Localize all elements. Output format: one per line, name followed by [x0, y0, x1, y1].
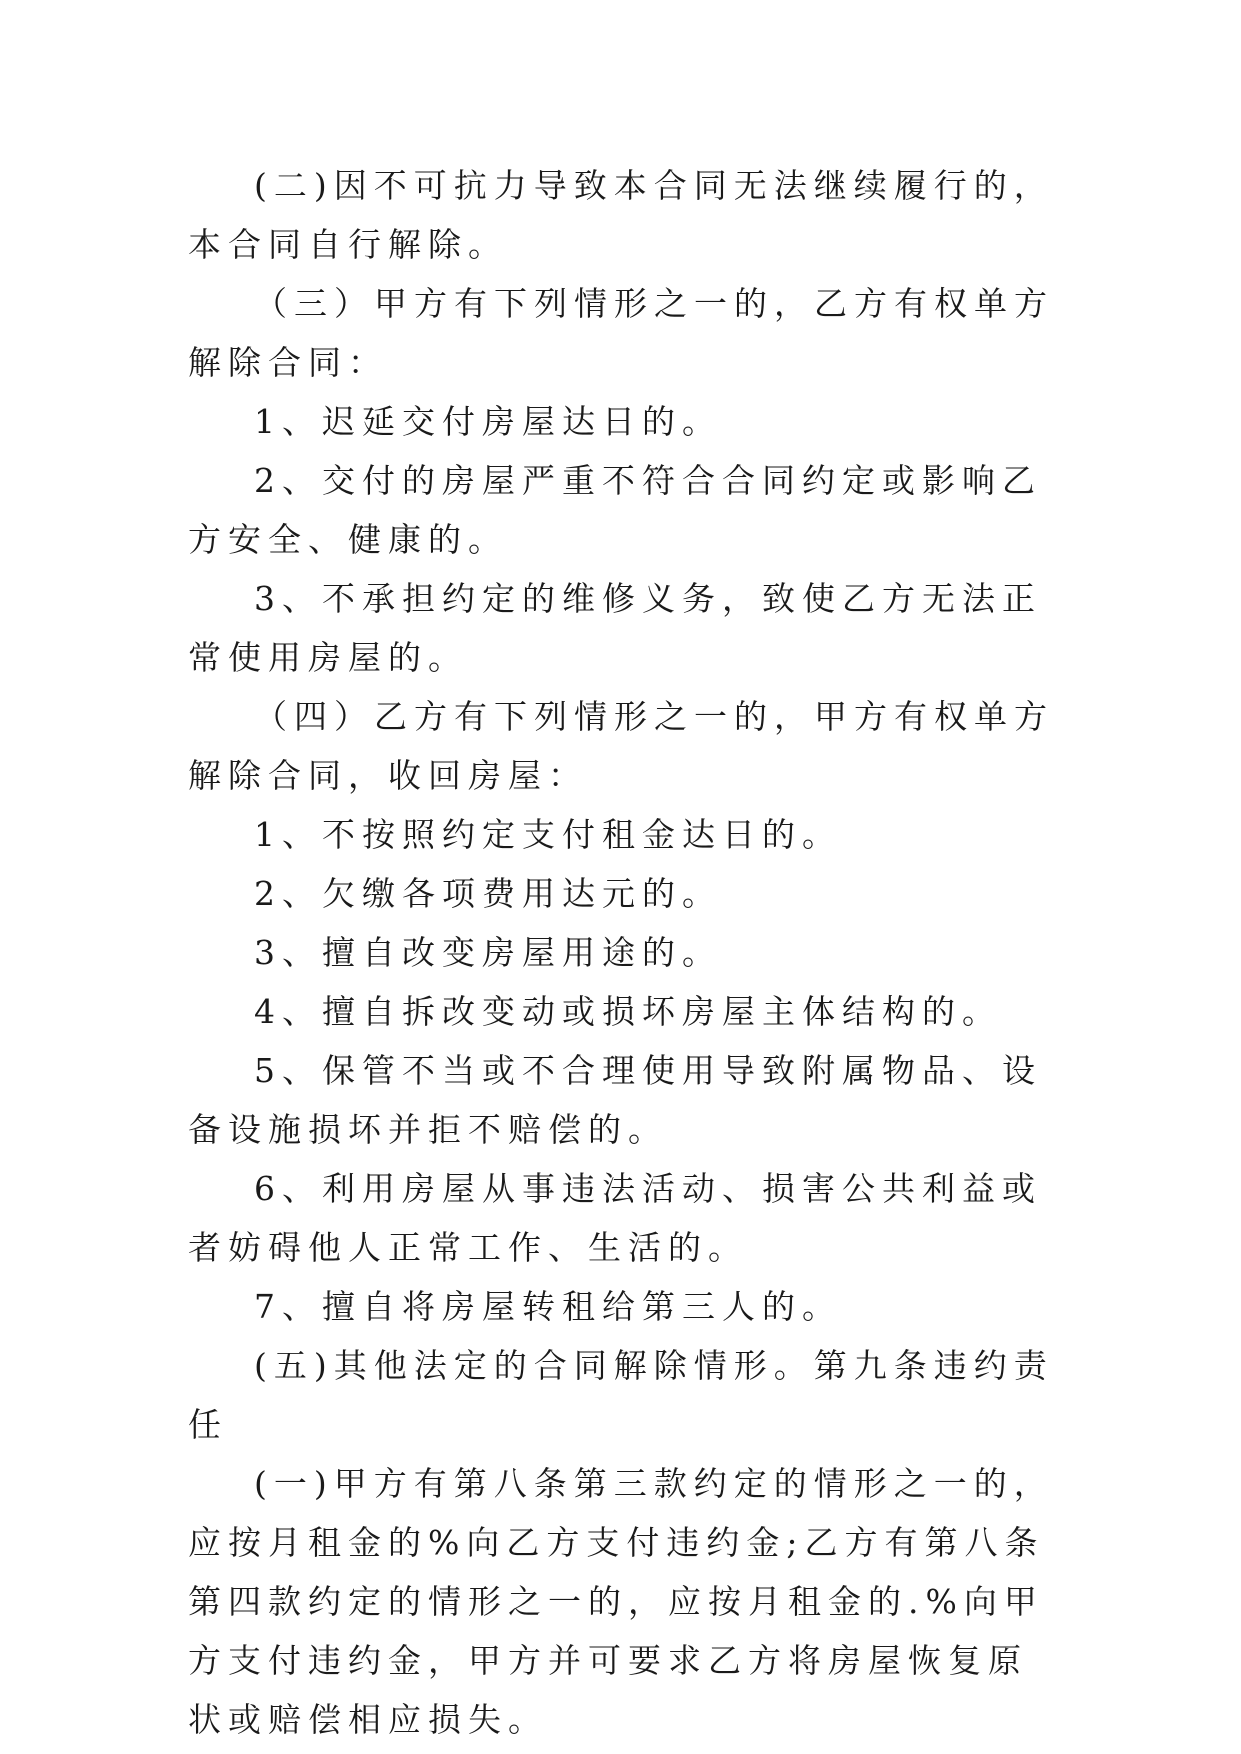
paragraph-liquidated-damages: (一)甲方有第八条第三款约定的情形之一的，应按月租金的%向乙方支付违约金;乙方有第八条第四款约定的情形之一的，应按月租金的.%向甲方支付违约金，甲方并可要求乙方将房屋恢复原状或赔偿相应损失。 [188, 1464, 1054, 1739]
paragraph-landlord-breach-3: 3、不承担约定的维修义务，致使乙方无法正常使用房屋的。 [188, 579, 1042, 677]
paragraph-tenant-breach-1: 1、不按照约定支付租金达日的。 [254, 815, 842, 854]
document-body [188, 156, 1060, 1749]
paragraph-tenant-breach-5: 5、保管不当或不合理使用导致附属物品、设备设施损坏并拒不赔偿的。 [188, 1051, 1042, 1149]
paragraph-landlord-breach-2: 2、交付的房屋严重不符合合同约定或影响乙方安全、健康的。 [188, 461, 1042, 559]
paragraph-tenant-breach-6: 6、利用房屋从事违法活动、损害公共利益或者妨碍他人正常工作、生活的。 [188, 1169, 1042, 1267]
paragraph-other-termination: (五)其他法定的合同解除情形。第九条违约责任 [188, 1346, 1054, 1444]
paragraph-tenant-breach-3: 3、擅自改变房屋用途的。 [254, 933, 722, 972]
paragraph-tenant-breach-7: 7、擅自将房屋转租给第三人的。 [254, 1287, 842, 1326]
paragraph-tenant-breach-2: 2、欠缴各项费用达元的。 [254, 874, 722, 913]
paragraph-landlord-breach-heading: （三）甲方有下列情形之一的，乙方有权单方解除合同： [188, 284, 1054, 382]
paragraph-tenant-breach-4: 4、擅自拆改变动或损坏房屋主体结构的。 [254, 992, 1002, 1031]
paragraph-landlord-breach-1: 1、迟延交付房屋达日的。 [254, 402, 722, 441]
paragraph-tenant-breach-heading: （四）乙方有下列情形之一的，甲方有权单方解除合同，收回房屋： [188, 697, 1054, 795]
paragraph-force-majeure: (二)因不可抗力导致本合同无法继续履行的，本合同自行解除。 [188, 166, 1054, 264]
